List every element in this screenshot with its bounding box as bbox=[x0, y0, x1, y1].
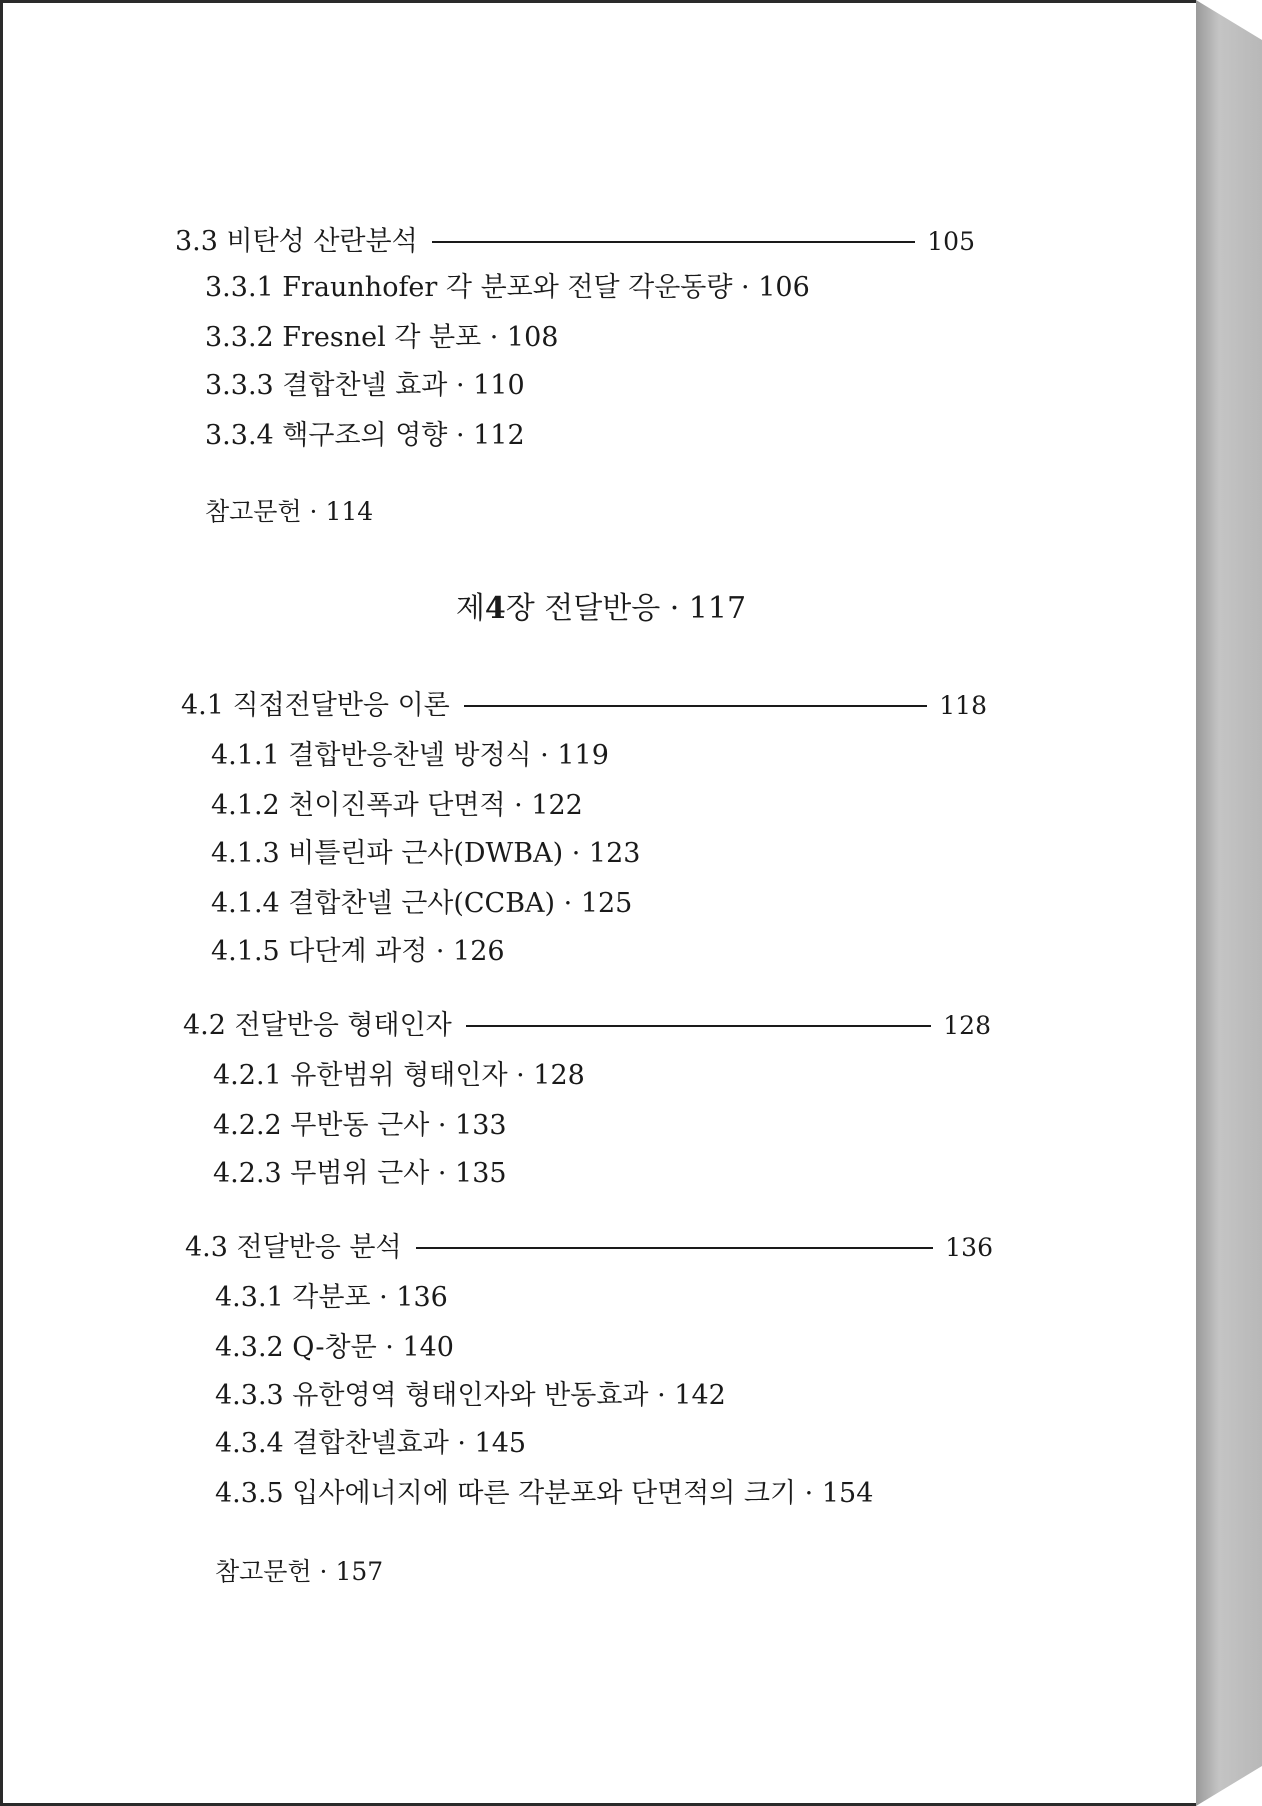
toc-section-4-1[interactable] bbox=[181, 689, 987, 723]
toc-entry-3-3-4[interactable]: 3.3.4 핵구조의 영향 · 112 bbox=[205, 420, 525, 451]
toc-entry-3-3-3[interactable]: 3.3.3 결합찬넬 효과 · 110 bbox=[205, 370, 525, 401]
toc-page-number: 118 bbox=[939, 691, 987, 720]
toc-entry-4-3-4[interactable]: 4.3.4 결합찬넬효과 · 145 bbox=[215, 1428, 527, 1459]
toc-references-ch3[interactable]: 참고문헌 · 114 bbox=[205, 497, 374, 526]
toc-page-number: 128 bbox=[943, 1011, 991, 1040]
toc-entry-3-3-2[interactable]: 3.3.2 Fresnel 각 분포 · 108 bbox=[205, 322, 559, 353]
chapter-heading[interactable] bbox=[3, 589, 1199, 629]
toc-entry-4-3-3[interactable]: 4.3.3 유한영역 형태인자와 반동효과 · 142 bbox=[215, 1380, 726, 1411]
page-stack-edge bbox=[1196, 0, 1262, 1806]
toc-leader-line bbox=[416, 1247, 934, 1249]
toc-entry-4-1-1[interactable]: 4.1.1 결합반응찬넬 방정식 · 119 bbox=[211, 740, 609, 771]
toc-section-4-2[interactable] bbox=[183, 1009, 991, 1043]
toc-section-label: 4.1 직접전달반응 이론 bbox=[181, 690, 450, 721]
toc-entry-4-1-5[interactable]: 4.1.5 다단계 과정 · 126 bbox=[211, 936, 505, 967]
toc-entry-4-1-2[interactable]: 4.1.2 천이진폭과 단면적 · 122 bbox=[211, 790, 583, 821]
toc-leader-line bbox=[466, 1025, 932, 1027]
toc-entry-4-3-1[interactable]: 4.3.1 각분포 · 136 bbox=[215, 1282, 448, 1313]
toc-entry-4-3-2[interactable]: 4.3.2 Q-창문 · 140 bbox=[215, 1332, 454, 1363]
toc-entry-4-2-3[interactable]: 4.2.3 무범위 근사 · 135 bbox=[213, 1158, 507, 1189]
toc-section-label: 4.3 전달반응 분석 bbox=[185, 1232, 402, 1263]
toc-section-label: 4.2 전달반응 형태인자 bbox=[183, 1010, 452, 1041]
toc-leader-line bbox=[464, 705, 928, 707]
toc-entry-4-2-1[interactable]: 4.2.1 유한범위 형태인자 · 128 bbox=[213, 1060, 585, 1091]
toc-section-4-3[interactable] bbox=[185, 1231, 993, 1265]
toc-page-number: 136 bbox=[945, 1233, 993, 1262]
toc-entry-4-1-4[interactable]: 4.1.4 결합찬넬 근사(CCBA) · 125 bbox=[211, 888, 633, 919]
toc-section-3-3[interactable] bbox=[175, 225, 975, 259]
toc-entry-4-2-2[interactable]: 4.2.2 무반동 근사 · 133 bbox=[213, 1110, 507, 1141]
toc-entry-4-3-5[interactable]: 4.3.5 입사에너지에 따른 각분포와 단면적의 크기 · 154 bbox=[215, 1478, 874, 1509]
toc-section-label: 3.3 비탄성 산란분석 bbox=[175, 226, 418, 257]
toc-page-number: 105 bbox=[927, 227, 975, 256]
toc-leader-line bbox=[432, 241, 916, 243]
chapter-number: 4 bbox=[484, 591, 506, 626]
toc-references-ch4[interactable]: 참고문헌 · 157 bbox=[215, 1557, 384, 1586]
toc-entry-3-3-1[interactable]: 3.3.1 Fraunhofer 각 분포와 전달 각운동량 · 106 bbox=[205, 272, 810, 303]
chapter-prefix: 제 bbox=[455, 591, 485, 626]
toc-entry-4-1-3[interactable]: 4.1.3 비틀린파 근사(DWBA) · 123 bbox=[211, 838, 641, 869]
chapter-title: 장 전달반응 · 117 bbox=[505, 591, 747, 626]
